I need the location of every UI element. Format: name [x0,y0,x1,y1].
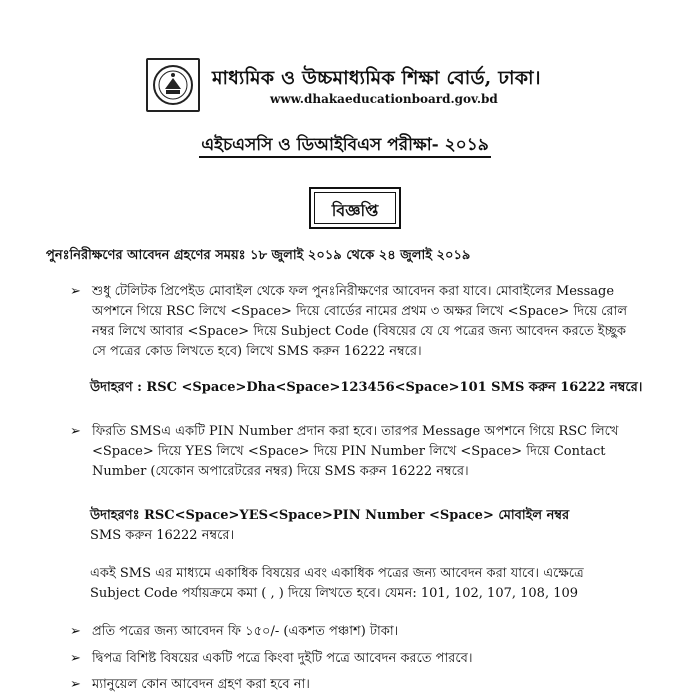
bullet1-line: শুধু টেলিটক প্রিপেইড মোবাইল থেকে ফল পুনঃনিরীক্ষণের আবেদন করা যাবে। মোবাইলের Message [92,284,615,299]
bullet3-text: প্রতি পত্রের জন্য আবেদন ফি ১৫০/- (একশত পঞ্চাশ) টাকা। [92,624,399,639]
arrow-bullet-icon: ➢ [70,677,81,692]
example-1: উদাহরণ : RSC <Space>Dha<Space>123456<Space>101 SMS করুন 16222 নম্বরে। [90,380,643,395]
board-seal-logo [146,58,200,112]
board-name: মাধ্যমিক ও উচ্চমাধ্যমিক শিক্ষা বোর্ড, ঢাকা। [212,67,541,89]
exam-title-text: এইচএসসি ও ডিআইবিএস পরীক্ষা- ২০১৯ [199,135,491,158]
arrow-bullet-icon: ➢ [70,624,81,639]
bullet1-line: নম্বর লিখে আবার <Space> দিয়ে Subject Code (বিষয়ের যে যে পত্রের জন্য আবেদন করতে ইচ্ছুক [92,324,626,339]
bullet1-line: অপশনে গিয়ে RSC লিখে <Space> দিয়ে বোর্ডের নামের প্রথম ৩ অক্ষর লিখে <Space> দিয়ে রোল [92,304,628,319]
example-2-line1: উদাহরণঃ RSC<Space>YES<Space>PIN Number <Space> মোবাইল নম্বর [90,508,570,523]
arrow-bullet-icon: ➢ [70,424,81,439]
board-website: www.dhakaeducationboard.gov.bd [270,92,498,106]
bullet2-line: ফিরতি SMSএ একটি PIN Number প্রদান করা হবে। তারপর Message অপশনে গিয়ে RSC লিখে [92,424,619,439]
note-line1: একই SMS এর মাধ্যমে একাধিক বিষয়ের এবং একাধিক পত্রের জন্য আবেদন করা যাবে। এক্ষেত্রে [90,566,584,581]
application-schedule: পুনঃনিরীক্ষণের আবেদন গ্রহণের সময়ঃ ১৮ জুলাই ২০১৯ থেকে ২৪ জুলাই ২০১৯ [46,248,471,263]
bullet4-text: দ্বিপত্র বিশিষ্ট বিষয়ের একটি পত্রে কিংবা দুইটি পত্রে আবেদন করতে পারবে। [92,651,473,666]
arrow-bullet-icon: ➢ [70,284,81,299]
arrow-bullet-icon: ➢ [70,651,81,666]
bullet2-line: <Space> দিয়ে YES লিখে <Space> দিয়ে PIN Number লিখে <Space> দিয়ে Contact [92,444,606,459]
bullet1-line: সে পত্রের কোড লিখতে হবে) লিখে SMS করুন 16222 নম্বরে। [92,344,422,359]
bullet5-text: ম্যানুয়েল কোন আবেদন গ্রহণ করা হবে না। [92,677,310,692]
bullet2-line: Number (যেকোন অপারেটরের নম্বর) দিয়ে SMS করুন 16222 নম্বরে। [92,464,469,479]
notice-heading: বিজ্ঞপ্তি [331,201,379,220]
exam-title [0,132,690,160]
seal-emblem-icon [151,63,195,107]
note-line2: Subject Code পর্যায়ক্রমে কমা ( , ) দিয়ে লিখতে হবে। যেমন: 101, 102, 107, 108, 109 [90,586,579,601]
example-2-line2: SMS করুন 16222 নম্বরে। [90,528,235,543]
notice-heading-box [309,187,401,229]
